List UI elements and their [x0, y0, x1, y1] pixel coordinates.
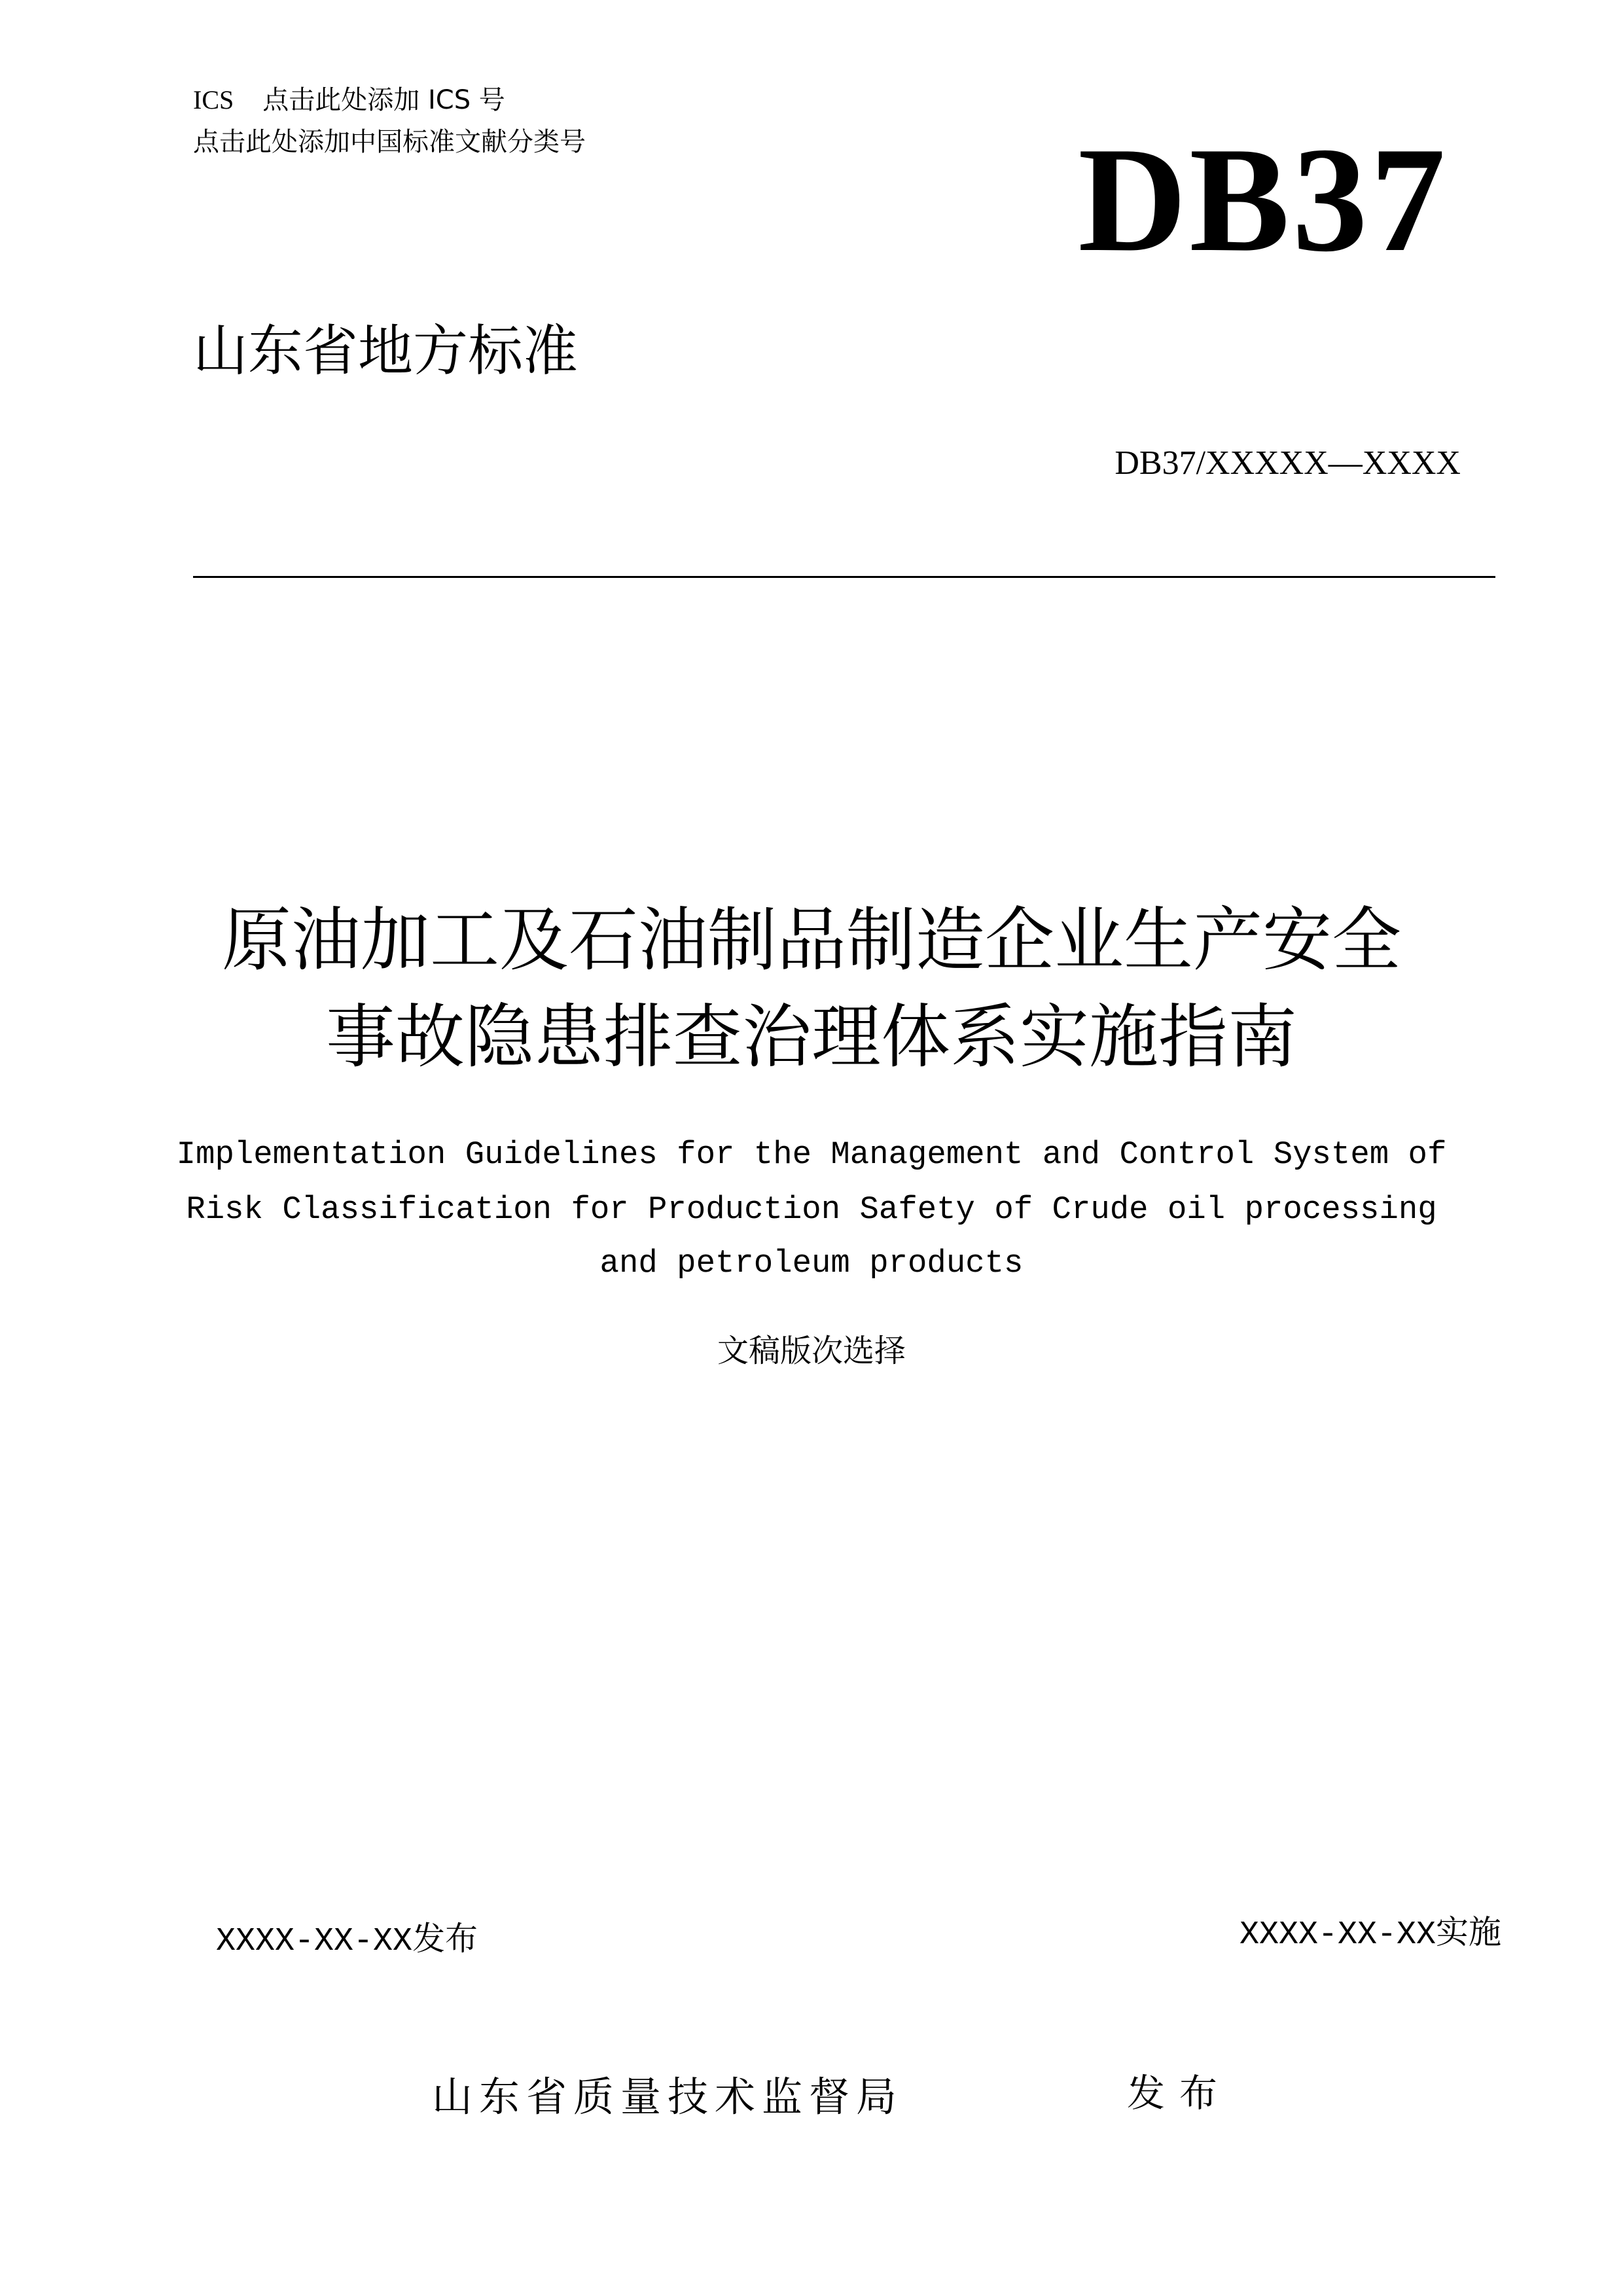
effective-date-value[interactable]: XXXX-XX-XX: [1239, 1916, 1436, 1954]
chinese-title-line-1: 原油加工及石油制品制造企业生产安全: [222, 900, 1401, 980]
issue-date-label: 发布: [412, 1920, 478, 1958]
ccs-number-placeholder[interactable]: 点击此处添加中国标准文献分类号: [193, 127, 586, 157]
standard-number: DB37/XXXXX—XXXX: [1115, 444, 1461, 482]
db37-logo: DB37: [1078, 116, 1448, 283]
ics-line: [193, 84, 505, 117]
issuing-authority: 山东省质量技术监督局: [432, 2073, 904, 2121]
header-divider: [193, 576, 1495, 578]
issue-date: [216, 1918, 478, 1963]
ics-label: ICS: [193, 85, 234, 115]
draft-version-selector[interactable]: 文稿版次选择: [717, 1333, 906, 1369]
ics-number-placeholder[interactable]: 点击此处添加 ICS 号: [262, 85, 505, 115]
standard-type: 山东省地方标准: [193, 319, 579, 383]
issue-date-value[interactable]: XXXX-XX-XX: [216, 1923, 413, 1960]
issuer-action: 发布: [1127, 2071, 1232, 2115]
effective-date-label: 实施: [1436, 1913, 1501, 1951]
english-title-line-3: and petroleum products: [599, 1245, 1024, 1282]
chinese-title-line-2: 事故隐患排查治理体系实施指南: [326, 997, 1297, 1077]
effective-date: [1240, 1911, 1501, 1956]
english-title-line-1: Implementation Guidelines for the Management and Control System of: [176, 1136, 1447, 1173]
english-title-line-2: Risk Classification for Production Safety of Crude oil processing: [186, 1191, 1437, 1228]
